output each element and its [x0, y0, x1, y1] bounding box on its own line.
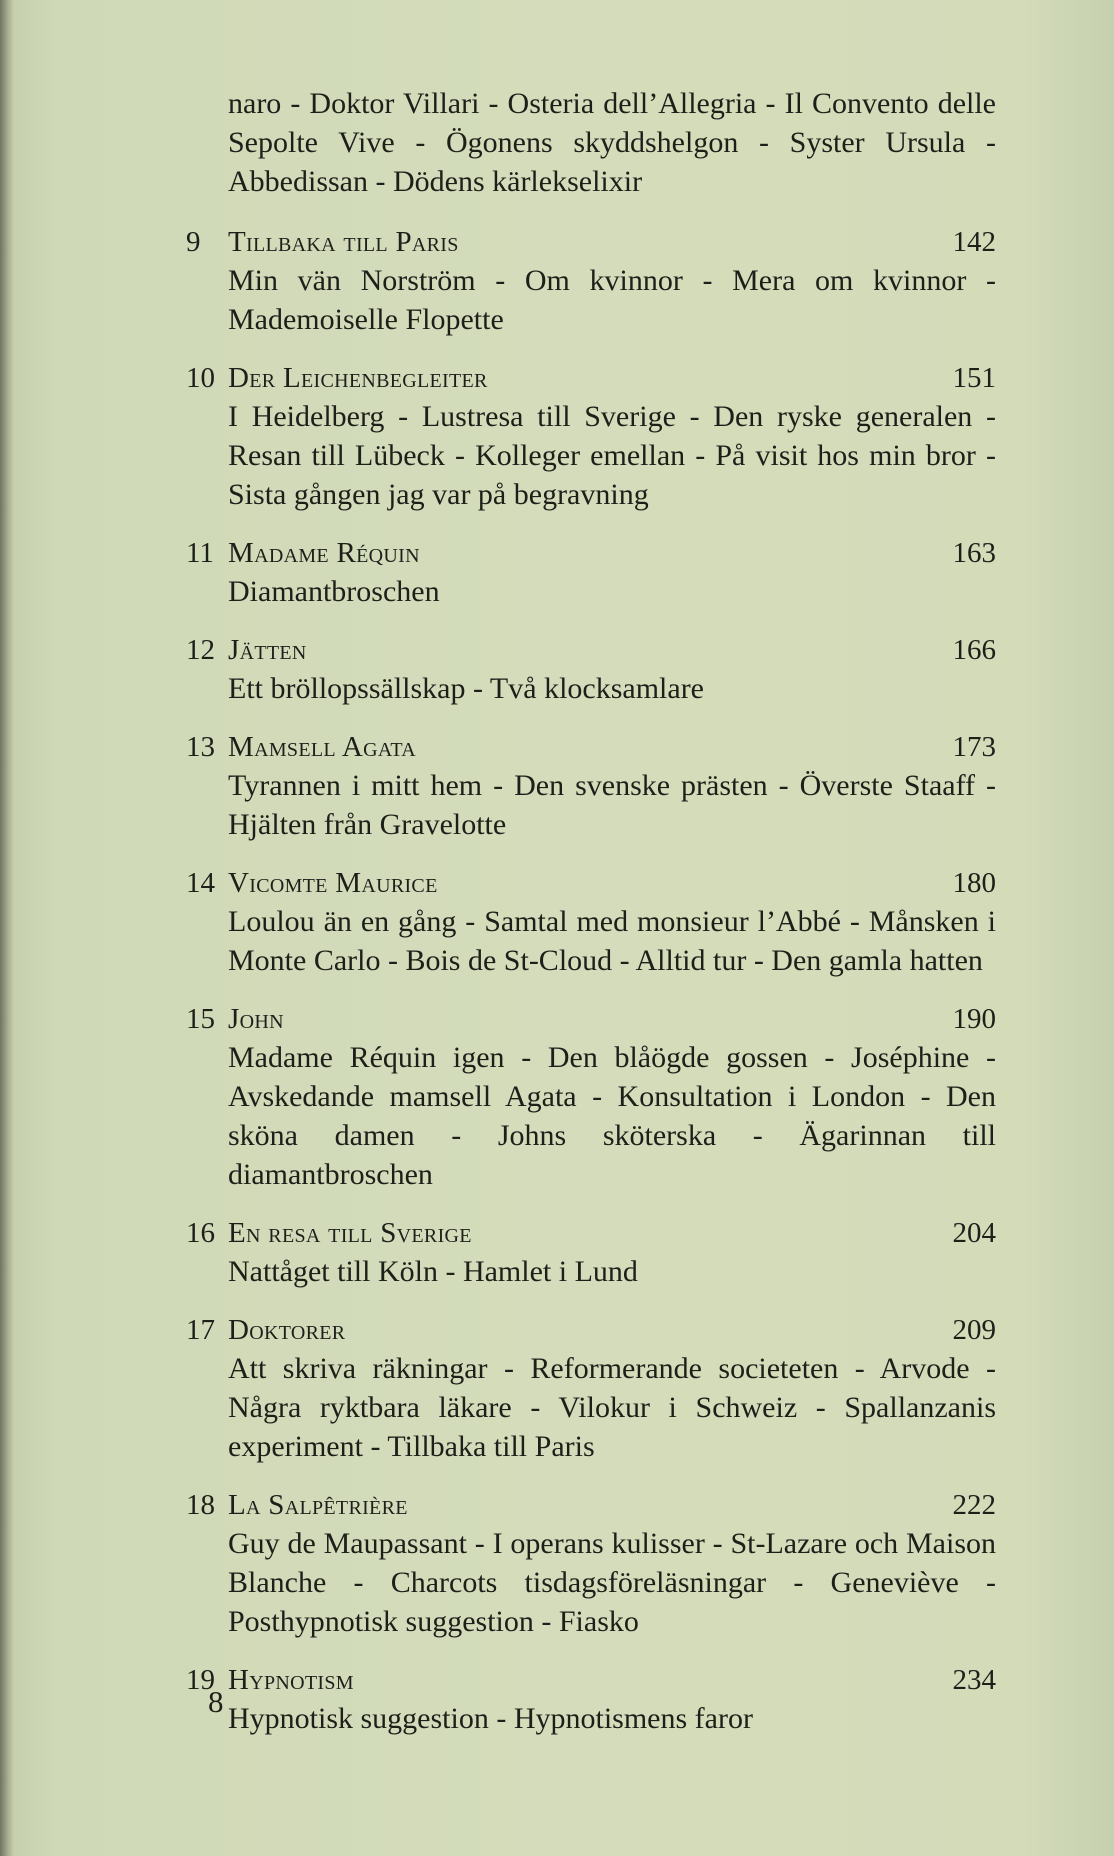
chapter-number: 17 [186, 1314, 215, 1346]
page-number: 180 [952, 867, 996, 899]
toc-entry-heading [186, 1214, 996, 1252]
page-number: 190 [952, 1003, 996, 1035]
chapter-subtopics: Loulou än en gång - Samtal med monsieur l’Abbé - Månsken i Monte Carlo - Bois de St-Cloud - Alltid tur - Den gamla hatten [228, 905, 996, 977]
chapter-number: 11 [186, 537, 214, 569]
chapter-title: John [228, 1003, 284, 1035]
chapter-number: 10 [186, 362, 215, 394]
chapter-number: 13 [186, 731, 215, 763]
chapter-title: Jätten [228, 634, 307, 666]
chapter-title: Madame Réquin [228, 537, 420, 569]
toc-entry [186, 864, 996, 980]
chapter-subtopics: Ett bröllopssällskap - Två klocksamlare [228, 672, 705, 705]
chapter-number: 16 [186, 1217, 215, 1249]
toc-entry [186, 1486, 996, 1641]
chapter-number: 14 [186, 867, 215, 899]
chapter-subtopics: Min vän Norström - Om kvinnor - Mera om kvinnor - Mademoiselle Flopette [228, 264, 996, 336]
page-number: 204 [952, 1217, 996, 1249]
toc-entry-heading [186, 1661, 996, 1699]
page-number: 209 [952, 1314, 996, 1346]
chapter-subtopics: Att skriva räkningar - Reformerande societeten - Arvode - Några ryktbara läkare - Vilokur i Schweiz - Spallanzanis experiment - Tillbaka till Paris [228, 1352, 996, 1463]
page-number: 222 [952, 1489, 996, 1521]
toc-entry-heading [186, 1486, 996, 1524]
chapter-subtopics: Hypnotisk suggestion - Hypnotismens faror [228, 1702, 753, 1735]
chapter-subtopics: Diamantbroschen [228, 575, 440, 608]
chapter-number: 9 [186, 226, 201, 258]
toc-entry-heading [186, 359, 996, 397]
chapter-title: Mamsell Agata [228, 731, 417, 763]
chapter-title: Tillbaka till Paris [228, 226, 459, 258]
toc-entry [186, 1661, 996, 1738]
chapter-title: Hypnotism [228, 1664, 354, 1696]
toc-entry [186, 728, 996, 844]
chapter-title: Der Leichenbegleiter [228, 362, 488, 394]
page-folio-number: 8 [208, 1684, 224, 1719]
toc-entry [186, 1000, 996, 1194]
chapter-subtopics: Nattåget till Köln - Hamlet i Lund [228, 1255, 638, 1288]
chapter-title: Doktorer [228, 1314, 346, 1346]
page-spine-shadow [0, 0, 14, 1856]
chapter-subtopics: Tyrannen i mitt hem - Den svenske prästen - Överste Staaff - Hjälten från Gravelotte [228, 769, 996, 841]
chapter-number: 15 [186, 1003, 215, 1035]
page-number: 166 [952, 634, 996, 666]
toc-entry-heading [186, 1311, 996, 1349]
chapter-title: Vicomte Maurice [228, 867, 438, 899]
chapter-subtopics: Guy de Maupassant - I operans kulisser - St-Lazare och Maison Blanche - Charcots tisdagsföreläsningar - Geneviève - Posthypnotisk suggestion - Fiasko [228, 1527, 996, 1638]
toc-entry-heading [186, 864, 996, 902]
page-number: 151 [952, 362, 996, 394]
toc-entry-heading [186, 534, 996, 572]
page-number: 163 [952, 537, 996, 569]
toc-entry-heading [186, 223, 996, 261]
toc-entry [186, 631, 996, 708]
chapter-title: En resa till Sverige [228, 1217, 472, 1249]
chapter-number: 18 [186, 1489, 215, 1521]
toc-entry [186, 534, 996, 611]
page-number: 142 [952, 226, 996, 258]
chapter-number: 19 [186, 1664, 215, 1696]
page-number: 234 [952, 1664, 996, 1696]
toc-entry [186, 223, 996, 339]
toc-entry-heading [186, 1000, 996, 1038]
table-of-contents [186, 84, 996, 1758]
chapter-subtopics: Madame Réquin igen - Den blåögde gossen - Joséphine - Avskedande mamsell Agata - Konsultation i London - Den sköna damen - Johns sköterska - Ägarinnan till diamantbroschen [228, 1041, 996, 1191]
toc-continuation-text: naro - Doktor Villari - Osteria dell’Allegria - Il Convento delle Sepolte Vive - Ögonens skyddshelgon - Syster Ursula - Abbedissan - Dödens kärlekselixir [228, 87, 996, 198]
toc-entry-heading [186, 728, 996, 766]
toc-entry [186, 359, 996, 514]
chapter-title: La Salpêtrière [228, 1489, 408, 1521]
toc-entry [186, 1311, 996, 1466]
toc-entry [186, 1214, 996, 1291]
chapter-number: 12 [186, 634, 215, 666]
page-number: 173 [952, 731, 996, 763]
toc-entry-heading [186, 631, 996, 669]
chapter-subtopics: I Heidelberg - Lustresa till Sverige - Den ryske generalen - Resan till Lübeck - Kolleger emellan - På visit hos min bror - Sista gången jag var på begravning [228, 400, 996, 511]
